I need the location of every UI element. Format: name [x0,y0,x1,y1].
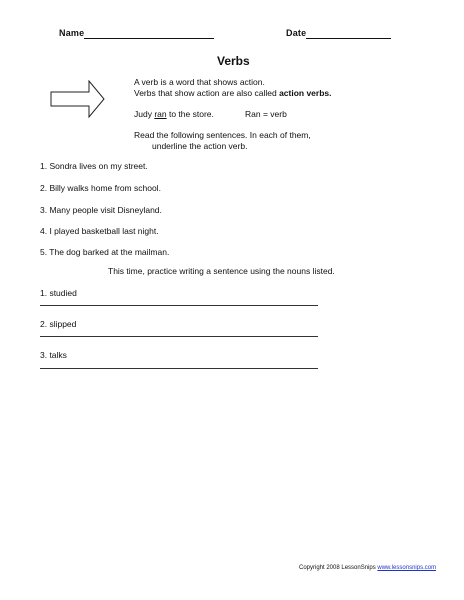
example-post: to the store. [166,109,214,119]
date-line[interactable] [306,38,391,39]
page-title: Verbs [217,54,250,68]
sentence-item: 5. The dog barked at the mailman. [40,247,170,257]
writing-line[interactable] [40,368,318,369]
example-sentence [134,109,214,120]
example-pre: Judy [134,109,155,119]
name-label: Name [59,28,85,38]
example-note: Ran = verb [245,109,287,119]
definition-line-2 [134,88,332,99]
definition-line-1: A verb is a word that shows action. [134,77,265,87]
instruction-line-1: Read the following sentences. In each of them, [134,130,311,140]
practice-item: 1. studied [40,288,77,298]
name-line[interactable] [84,38,214,39]
action-verbs-term: action verbs. [279,88,332,98]
sentence-item: 3. Many people visit Disneyland. [40,205,162,215]
instruction-line-2: underline the action verb. [152,141,248,151]
practice-item: 2. slipped [40,319,77,329]
sentence-item: 4. I played basketball last night. [40,226,159,236]
sentence-item: 1. Sondra lives on my street. [40,161,148,171]
writing-line[interactable] [40,336,318,337]
footer-link[interactable]: www.lessonsnips.com [377,565,437,571]
definition-line-2-text: Verbs that show action are also called [134,88,280,98]
example-verb: ran [154,109,167,119]
date-label: Date [286,28,307,38]
right-arrow-icon [50,80,106,118]
practice-item: 3. talks [40,350,67,360]
footer [299,565,436,571]
copyright-text: Copyright 2008 LessonSnips [299,565,378,571]
practice-instruction: This time, practice writing a sentence using the nouns listed. [108,266,335,276]
writing-line[interactable] [40,305,318,306]
sentence-item: 2. Billy walks home from school. [40,183,161,193]
